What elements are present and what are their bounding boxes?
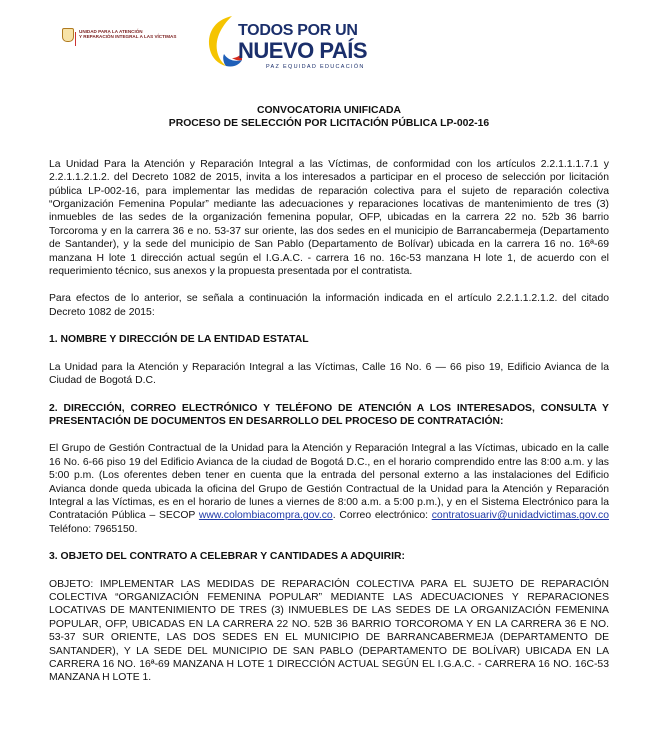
- coat-of-arms-icon: [62, 28, 74, 42]
- para-efectos-paragraph: Para efectos de lo anterior, se señala a continuación la información indicada en el artículo 2.2.1.1.2.1.2. del citado Decreto 1082 de 2015:: [49, 293, 609, 318]
- intro-paragraph: La Unidad Para la Atención y Reparación Integral a las Víctimas, de conformidad con los artículos 2.2.1.1.1.7.1 y 2.2.1.1.2.1.2. del Decreto 1082 de 2015, invita a los interesados a participar en el proceso de selección por licitación pública LP-002-16, para implementar las medidas de reparación colectiva para el sujeto de reparación colectiva “Organización Femenina Popular” mediante las adecuaciones y reparaciones locativas de mantenimiento de tres (3) inmuebles de las sedes de la organización femenina popular, OFP, ubicadas en la carrera 22 no. 52b 36 barrio Torcoroma y en la carrera 36 e no. 53-37 sur oriente, las dos sedes en el municipio de Barrancabermeja (Departamento de Santander), y la sede del municipio de San Pablo (Departamento de Bolívar) ubicada en la carrera 16 no. 16ª-69 manzana H lote 1 dirección actual según el I.G.A.C. - carrera 16 no. 16c-53 manzana H lote 1, de acuerdo con el requerimiento técnico, sus anexos y la propuesta presentada por el contratista.: [49, 158, 609, 278]
- brand-line-2: NUEVO PAÍS: [238, 38, 368, 63]
- doc-subtitle: PROCESO DE SELECCIÓN POR LICITACIÓN PÚBLICA LP-002-16: [168, 118, 490, 130]
- section3-body: [49, 578, 609, 685]
- section1-heading: 1. NOMBRE Y DIRECCIÓN DE LA ENTIDAD ESTATAL: [49, 334, 309, 346]
- document-body: [49, 104, 609, 699]
- colombiacompra-link[interactable]: www.colombiacompra.gov.co: [198, 510, 333, 522]
- objeto-label: OBJETO: [49, 578, 91, 590]
- brand-tagline: PAZ EQUIDAD EDUCACIÓN: [266, 64, 365, 70]
- logo-text: UNIDAD PARA LA ATENCIÓN Y REPARACIÓN INTEGRAL A LAS VÍCTIMAS: [79, 29, 177, 40]
- section2-heading: 2. DIRECCIÓN, CORREO ELECTRÓNICO Y TELÉFONO DE ATENCIÓN A LOS INTERESADOS, CONSULTA Y PRESENTACIÓN DE DOCUMENTOS EN DESARROLLO DEL PROCESO DE CONTRATACIÓN:: [49, 402, 609, 427]
- unidad-victimas-logo: [62, 28, 177, 50]
- document-header: [0, 0, 646, 80]
- section2-phone: Teléfono: 7965150.: [49, 523, 138, 535]
- email-link[interactable]: contratosuariv@unidadvictimas.gov.co: [431, 510, 609, 522]
- section2-email-label: . Correo electrónico:: [332, 510, 432, 522]
- todos-por-un-nuevo-pais-logo: [202, 10, 368, 70]
- logo-divider: [75, 32, 76, 46]
- section2-body: [49, 442, 609, 536]
- brand-swoosh-icon: [202, 10, 242, 70]
- doc-title: CONVOCATORIA UNIFICADA: [256, 105, 402, 116]
- brand-line-1: TODOS POR UN: [238, 22, 358, 39]
- section3-heading: 3. OBJETO DEL CONTRATO A CELEBRAR Y CANTIDADES A ADQUIRIR:: [49, 551, 406, 563]
- objeto-text: : IMPLEMENTAR LAS MEDIDAS DE REPARACIÓN COLECTIVA PARA EL SUJETO DE REPARACIÓN COLECTIVA “ORGANIZACIÓN FEMENINA POPULAR” MEDIANTE LAS ADECUACIONES Y REPARACIONES LOCATIVAS DE MANTENIMIENTO DE TRES (3) INMUEBLES DE LAS SEDES DE LA ORGANIZACIÓN FEMENINA POPULAR, OFP, UBICADAS EN LA CARRERA 22 NO. 52B 36 BARRIO TORCOROMA Y EN LA CARRERA 36 E NO. 53-37 SUR ORIENTE, LAS DOS SEDES EN EL MUNICIPIO DE BARRANCABERMEJA (DEPARTAMENTO DE SANTANDER), Y LA SEDE DEL MUNICIPIO DE SAN PABLO (DEPARTAMENTO DE BOLÍVAR) UBICADA EN LA CARRERA 16 NO. 16ª-69 MANZANA H LOTE 1 DIRECCIÓN ACTUAL SEGÚN EL I.G.A.C. - CARRERA 16 NO. 16C-53 MANZANA H LOTE 1.: [49, 578, 609, 684]
- section2-body-text: El Grupo de Gestión Contractual de la Unidad para la Atención y Reparación Integral a las Víctimas, ubicado en la calle 16 No. 6-66 piso 19 del Edificio Avianca de la ciudad de Bogotá D.C., en el horario comprendido entre las 8:00 a.m. y las 5:00 p.m. (Los oferentes deben tener en cuenta que la entrada del personal externo a las instalaciones del Edificio Avianca donde queda ubicada la oficina del Grupo de Gestión Contractual de la Unidad para la Atención y Reparación Integral a las Víctimas, es en el horario de lunes a viernes de 8:00 a.m. a 5:00 p.m.), y en el Sistema Electrónico para la Contratación Pública – SECOP: [49, 443, 609, 522]
- section1-body: La Unidad para la Atención y Reparación Integral a las Víctimas, Calle 16 No. 6 — 66 piso 19, Edificio Avianca de la Ciudad de Bogotá D.C.: [49, 361, 609, 387]
